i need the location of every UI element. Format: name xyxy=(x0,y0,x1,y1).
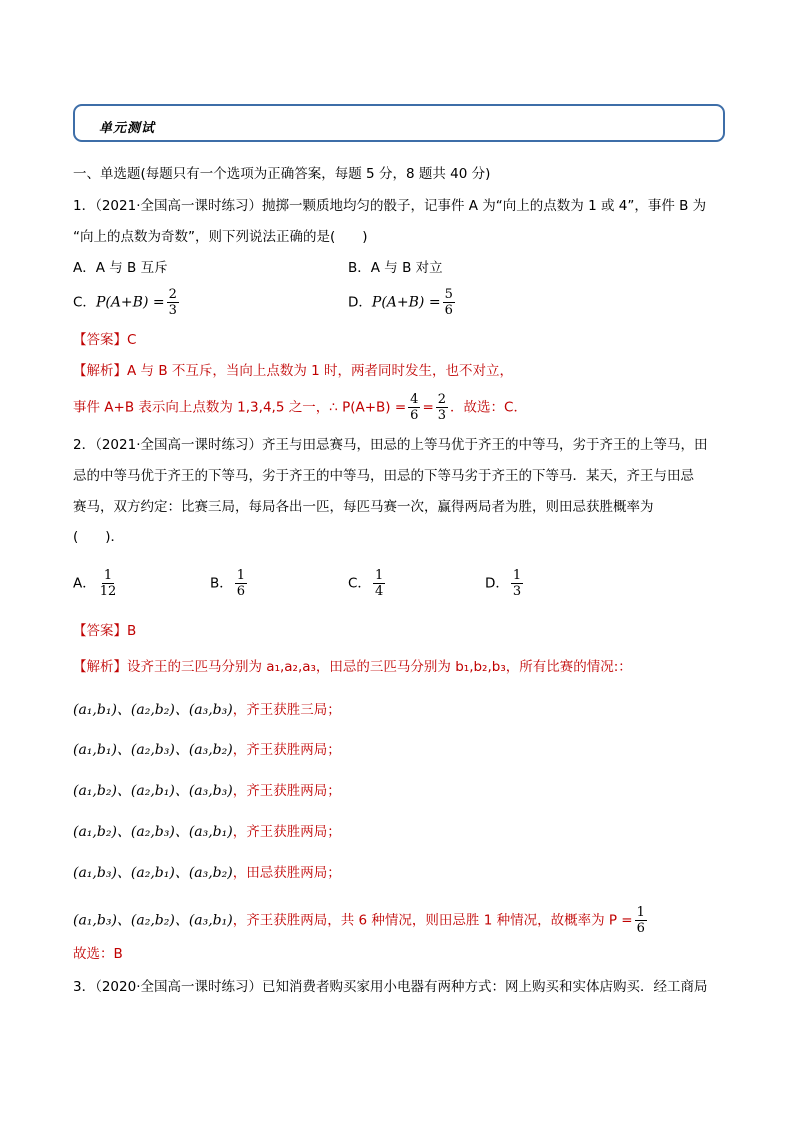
fraction-numerator: 1 xyxy=(636,905,645,920)
unit-title: 单元测试 xyxy=(99,121,156,136)
q1-option-a: A．A 与 B 互斥 xyxy=(73,260,168,276)
q1-option-c-label: C． xyxy=(73,294,96,311)
q1-analysis-line2 xyxy=(73,392,527,423)
case-result: ，齐王获胜两局； xyxy=(232,824,341,840)
fraction-denominator: 6 xyxy=(444,303,453,318)
fraction-numerator: 1 xyxy=(374,568,384,583)
option-fraction xyxy=(511,568,523,599)
analysis-tag: 【解析】 xyxy=(73,363,127,379)
q1-option-d xyxy=(348,287,457,318)
q1-option-c-expr: P(A+B) = xyxy=(95,294,165,311)
option-fraction xyxy=(373,568,385,599)
case-row xyxy=(73,700,341,720)
answer-tag: 【答案】 xyxy=(73,623,127,639)
fraction-numerator: 2 xyxy=(437,392,447,407)
q1-option-b: B．A 与 B 对立 xyxy=(348,260,443,276)
fraction-denominator: 3 xyxy=(437,408,447,423)
fraction-numerator: 1 xyxy=(103,568,113,583)
final-probability-fraction xyxy=(635,905,647,936)
unit-title-box xyxy=(73,104,725,142)
fraction-denominator: 3 xyxy=(168,303,177,318)
fraction-numerator: 2 xyxy=(168,287,177,302)
case-pairs: (a₁,b₂)、(a₂,b₁)、(a₃,b₃) xyxy=(73,783,233,799)
case-result: ，齐王获胜两局； xyxy=(232,783,341,799)
answer-value: C xyxy=(127,332,137,348)
q2-option-c xyxy=(348,568,387,599)
case-row xyxy=(73,863,341,883)
q1-stem-line1: 1．（2021·全国高一课时练习）抛掷一颗质地均匀的骰子，记事件 A 为“向上的点数为 1 或 4”，事件 B 为 xyxy=(73,198,707,214)
case-row xyxy=(73,781,341,801)
q2-stem-line1: 2．（2021·全国高一课时练习）齐王与田忌赛马，田忌的上等马优于齐王的中等马，劣于齐王的上等马，田 xyxy=(73,437,708,453)
answer-tag: 【答案】 xyxy=(73,332,127,348)
fraction-numerator: 1 xyxy=(512,568,522,583)
q1-option-d-fraction xyxy=(443,287,455,318)
q2-option-d xyxy=(485,568,525,599)
q2-stem-line4: ( )． xyxy=(73,529,125,545)
option-label: D． xyxy=(485,575,509,592)
option-fraction xyxy=(98,568,119,599)
analysis-fraction-1 xyxy=(408,392,420,423)
fraction-numerator: 4 xyxy=(410,392,419,407)
q1-option-c xyxy=(73,287,181,318)
fraction-numerator: 5 xyxy=(444,287,453,302)
q1-option-d-label: D． xyxy=(348,294,372,311)
case-pairs: (a₁,b₃)、(a₂,b₁)、(a₃,b₂) xyxy=(73,865,233,881)
analysis-text: A 与 B 不互斥，当向上点数为 1 时，两者同时发生，也不对立， xyxy=(127,363,514,379)
fraction-denominator: 12 xyxy=(99,584,117,599)
q1-answer xyxy=(73,330,136,350)
case-result: ，齐王获胜两局，共 6 种情况，则田忌胜 1 种情况，故概率为 P = xyxy=(232,912,633,929)
answer-value: B xyxy=(127,623,137,639)
fraction-denominator: 6 xyxy=(636,921,645,936)
analysis-text: 事件 A+B 表示向上点数为 1,3,4,5 之一，∴ P(A+B) = xyxy=(73,399,407,416)
q2-stem-line2: 忌的中等马优于齐王的下等马，劣于齐王的中等马，田忌的下等马劣于齐王的下等马．某天，齐王与田忌 xyxy=(73,468,694,484)
fraction-denominator: 4 xyxy=(374,584,384,599)
case-result: ，齐王获胜三局； xyxy=(232,702,341,718)
q2-stem-line3: 赛马，双方约定：比赛三局，每局各出一匹，每匹马赛一次，赢得两局者为胜，则田忌获胜概率为 xyxy=(73,499,654,515)
case-result: ，田忌获胜两局； xyxy=(232,865,341,881)
q3-stem-line1: 3．（2020·全国高一课时练习）已知消费者购买家用小电器有两种方式：网上购买和实体店购买．经工商局 xyxy=(73,979,708,995)
analysis-text: 设齐王的三匹马分别为 a₁,a₂,a₃，田忌的三匹马分别为 b₁,b₂,b₃，所有比赛的情况:： xyxy=(127,659,632,675)
analysis-text-end: ．故选：C． xyxy=(450,399,527,416)
q2-analysis-intro xyxy=(73,657,632,677)
case-pairs: (a₁,b₃)、(a₂,b₂)、(a₃,b₁) xyxy=(73,912,233,929)
q2-conclusion: 故选：B xyxy=(73,946,123,962)
q2-answer xyxy=(73,621,136,641)
option-label: A． xyxy=(73,575,96,592)
case-pairs: (a₁,b₁)、(a₂,b₂)、(a₃,b₃) xyxy=(73,702,233,718)
q1-option-c-fraction xyxy=(167,287,179,318)
fraction-denominator: 6 xyxy=(410,408,419,423)
case-result: ，齐王获胜两局； xyxy=(232,742,341,758)
q2-option-b xyxy=(210,568,249,599)
q1-stem-line2: “向上的点数为奇数”，则下列说法正确的是( ) xyxy=(73,229,368,245)
section-heading: 一、单选题(每题只有一个选项为正确答案，每题 5 分，8 题共 40 分) xyxy=(73,166,491,182)
analysis-tag: 【解析】 xyxy=(73,659,127,675)
analysis-fraction-2 xyxy=(436,392,448,423)
option-label: B． xyxy=(210,575,233,592)
option-label: C． xyxy=(348,575,371,592)
case-pairs: (a₁,b₁)、(a₂,b₃)、(a₃,b₂) xyxy=(73,742,233,758)
fraction-denominator: 6 xyxy=(236,584,246,599)
equals-sign: = xyxy=(422,399,434,416)
fraction-denominator: 3 xyxy=(512,584,522,599)
case-pairs: (a₁,b₂)、(a₂,b₃)、(a₃,b₁) xyxy=(73,824,233,840)
option-fraction xyxy=(235,568,247,599)
fraction-numerator: 1 xyxy=(236,568,246,583)
case-row xyxy=(73,822,341,842)
case-row xyxy=(73,740,341,760)
q1-analysis-line1 xyxy=(73,361,513,381)
q1-option-d-expr: P(A+B) = xyxy=(371,294,441,311)
q2-option-a xyxy=(73,568,120,599)
case-row xyxy=(73,905,649,936)
